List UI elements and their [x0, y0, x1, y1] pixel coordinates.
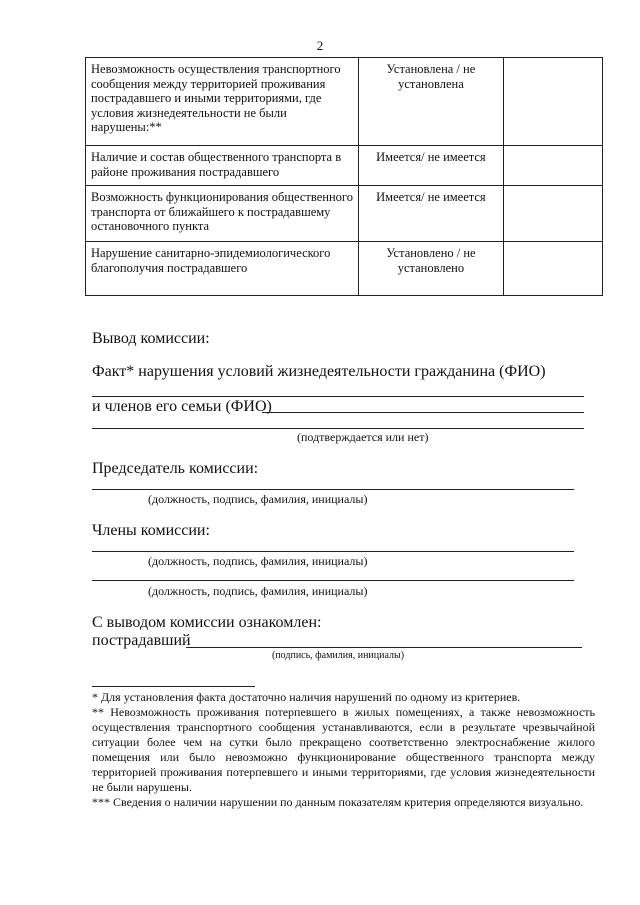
- result-cell[interactable]: [503, 186, 602, 242]
- chairman-hint: (должность, подпись, фамилия, инициалы): [148, 492, 368, 506]
- criterion-cell: Нарушение санитарно-эпидемиологического благополучия пострадавшего: [86, 242, 359, 296]
- chairman-signature-line[interactable]: [92, 489, 574, 490]
- status-cell: Имеется/ не имеется: [359, 186, 504, 242]
- criterion-cell: Невозможность осуществления транспортного сообщения между территорией проживания пострадавшего и иными территориями, где условия жизнедеятельности не были нарушены:**: [86, 58, 359, 146]
- criteria-row: [86, 186, 603, 242]
- footnote-separator: [92, 686, 255, 687]
- status-cell: Установлено / не установлено: [359, 242, 504, 296]
- criteria-row: [86, 146, 603, 186]
- chairman-label: Председатель комиссии:: [92, 460, 259, 477]
- victim-label: пострадавший: [92, 632, 191, 649]
- footnotes: [92, 690, 595, 810]
- confirm-line[interactable]: [92, 428, 584, 429]
- criteria-table: [85, 57, 603, 296]
- footnote-3: *** Сведения о наличии нарушении по данным показателям критерия определяются визуально.: [92, 795, 584, 809]
- member1-hint: (должность, подпись, фамилия, инициалы): [148, 554, 368, 568]
- fact-signature-line[interactable]: [92, 396, 584, 397]
- result-cell[interactable]: [503, 58, 602, 146]
- criteria-row: [86, 242, 603, 296]
- family-line-label: и членов его семьи (ФИО): [92, 398, 272, 415]
- criterion-cell: Наличие и состав общественного транспорта в районе проживания пострадавшего: [86, 146, 359, 186]
- conclusion-heading: Вывод комиссии:: [92, 330, 210, 347]
- victim-hint: (подпись, фамилия, инициалы): [272, 650, 405, 661]
- status-cell: Установлена / не установлена: [359, 58, 504, 146]
- result-cell[interactable]: [503, 146, 602, 186]
- members-label: Члены комиссии:: [92, 522, 210, 539]
- member1-signature-line[interactable]: [92, 551, 574, 552]
- status-cell: Имеется/ не имеется: [359, 146, 504, 186]
- criteria-row: [86, 58, 603, 146]
- result-cell[interactable]: [503, 242, 602, 296]
- criterion-cell: Возможность функционирования общественного транспорта от ближайшего к пострадавшему остановочного пункта: [86, 186, 359, 242]
- page-number: 2: [316, 38, 324, 53]
- confirm-hint: (подтверждается или нет): [297, 430, 429, 444]
- member2-hint: (должность, подпись, фамилия, инициалы): [148, 584, 368, 598]
- footnote-1: * Для установления факта достаточно наличия нарушений по одному из критериев.: [92, 690, 521, 704]
- acquaint-label: С выводом комиссии ознакомлен:: [92, 614, 322, 631]
- member2-signature-line[interactable]: [92, 580, 574, 581]
- family-fio-line[interactable]: [262, 412, 584, 413]
- victim-signature-line[interactable]: [186, 647, 582, 648]
- fact-line-label: Факт* нарушения условий жизнедеятельности гражданина (ФИО): [92, 363, 546, 380]
- footnote-2: ** Невозможность проживания потерпевшего в жилых помещениях, а также невозможность осуществления транспортного сообщения устанавливаются, если в результате чрезвычайной ситуации более чем на сутки было прекращено соответственно электроснабжение жилого помещения или было невозможно функционирование общественного транспорта между территорией проживания потерпевшего и иными территориями, где условия жизнедеятельности не были нарушены.: [92, 705, 595, 794]
